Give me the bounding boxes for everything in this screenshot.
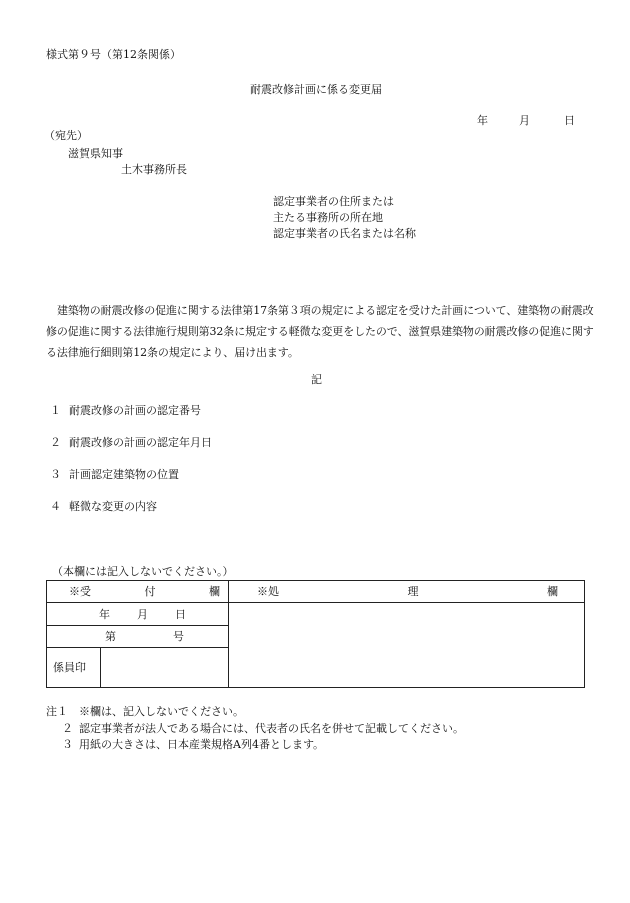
item-text: 耐震改修の計画の認定年月日 [69,436,212,449]
reception-year-label: 年 [99,607,110,621]
reception-date-cell [47,603,229,626]
applicant-office-label: 主たる事務所の所在地 [273,211,383,224]
processing-header-cell [229,581,585,603]
reception-number-cell [47,626,229,648]
office-use-note: （本欄には記入しないでください。） [52,565,234,578]
reception-day-label: 日 [175,607,186,621]
reception-header-part: 付 [144,585,156,598]
reception-number-suffix: 号 [173,630,184,643]
reception-month-label: 月 [137,607,148,621]
item-number: １ [50,404,61,417]
note-number: 注１ [46,705,68,718]
processing-header-part: 欄 [547,585,558,598]
body-line: 建築物の耐震改修の促進に関する法律第17条第３項の規定による認定を受けた計画について、建築物の耐震改 [57,304,594,317]
staff-seal-label-cell [47,648,101,688]
note-text: 認定事業者が法人である場合には、代表者の氏名を併せて記載してください。 [79,722,464,735]
note-number: ３ [62,738,73,751]
item-number: ３ [50,468,61,481]
addressee-office-head: 土木事務所長 [121,163,187,176]
ki-heading: 記 [311,373,322,386]
office-use-table [46,580,585,688]
item-number: ４ [50,500,61,513]
staff-seal-cell [101,648,229,688]
reception-number-prefix: 第 [105,630,116,643]
note-number: ２ [62,722,73,735]
processing-cell [229,603,585,688]
reception-header-part: ※受 [69,585,91,598]
body-line: る法律施行細則第12条の規定により、届け出ます。 [46,346,299,359]
form-number: 様式第９号（第12条関係） [46,48,181,61]
note-text: 用紙の大きさは、日本産業規格A列4番とします。 [79,738,325,751]
addressee-governor: 滋賀県知事 [68,147,123,160]
item-number: ２ [50,436,61,449]
addressee-label: （宛先） [44,129,88,142]
applicant-name-label: 認定事業者の氏名または名称 [273,227,416,240]
processing-header-part: ※処 [257,585,279,598]
note-text: ※欄は、記入しないでください。 [79,705,244,718]
body-line: 修の促進に関する法律施行規則第32条に規定する軽微な変更をしたので、滋賀県建築物の耐震改修の促進に関す [46,325,594,338]
staff-seal-label: 係員印 [53,661,86,674]
processing-header-part: 理 [407,585,419,598]
item-text: 計画認定建築物の位置 [69,468,179,481]
date-month-label: 月 [519,114,530,127]
date-day-label: 日 [564,114,575,127]
document-title: 耐震改修計画に係る変更届 [250,83,382,96]
item-text: 耐震改修の計画の認定番号 [69,404,201,417]
item-text: 軽微な変更の内容 [69,500,157,513]
date-year-label: 年 [477,114,488,127]
body-paragraph [46,300,594,363]
reception-header-cell [47,581,229,603]
applicant-address-label: 認定事業者の住所または [273,195,394,208]
reception-header-part: 欄 [209,585,220,598]
